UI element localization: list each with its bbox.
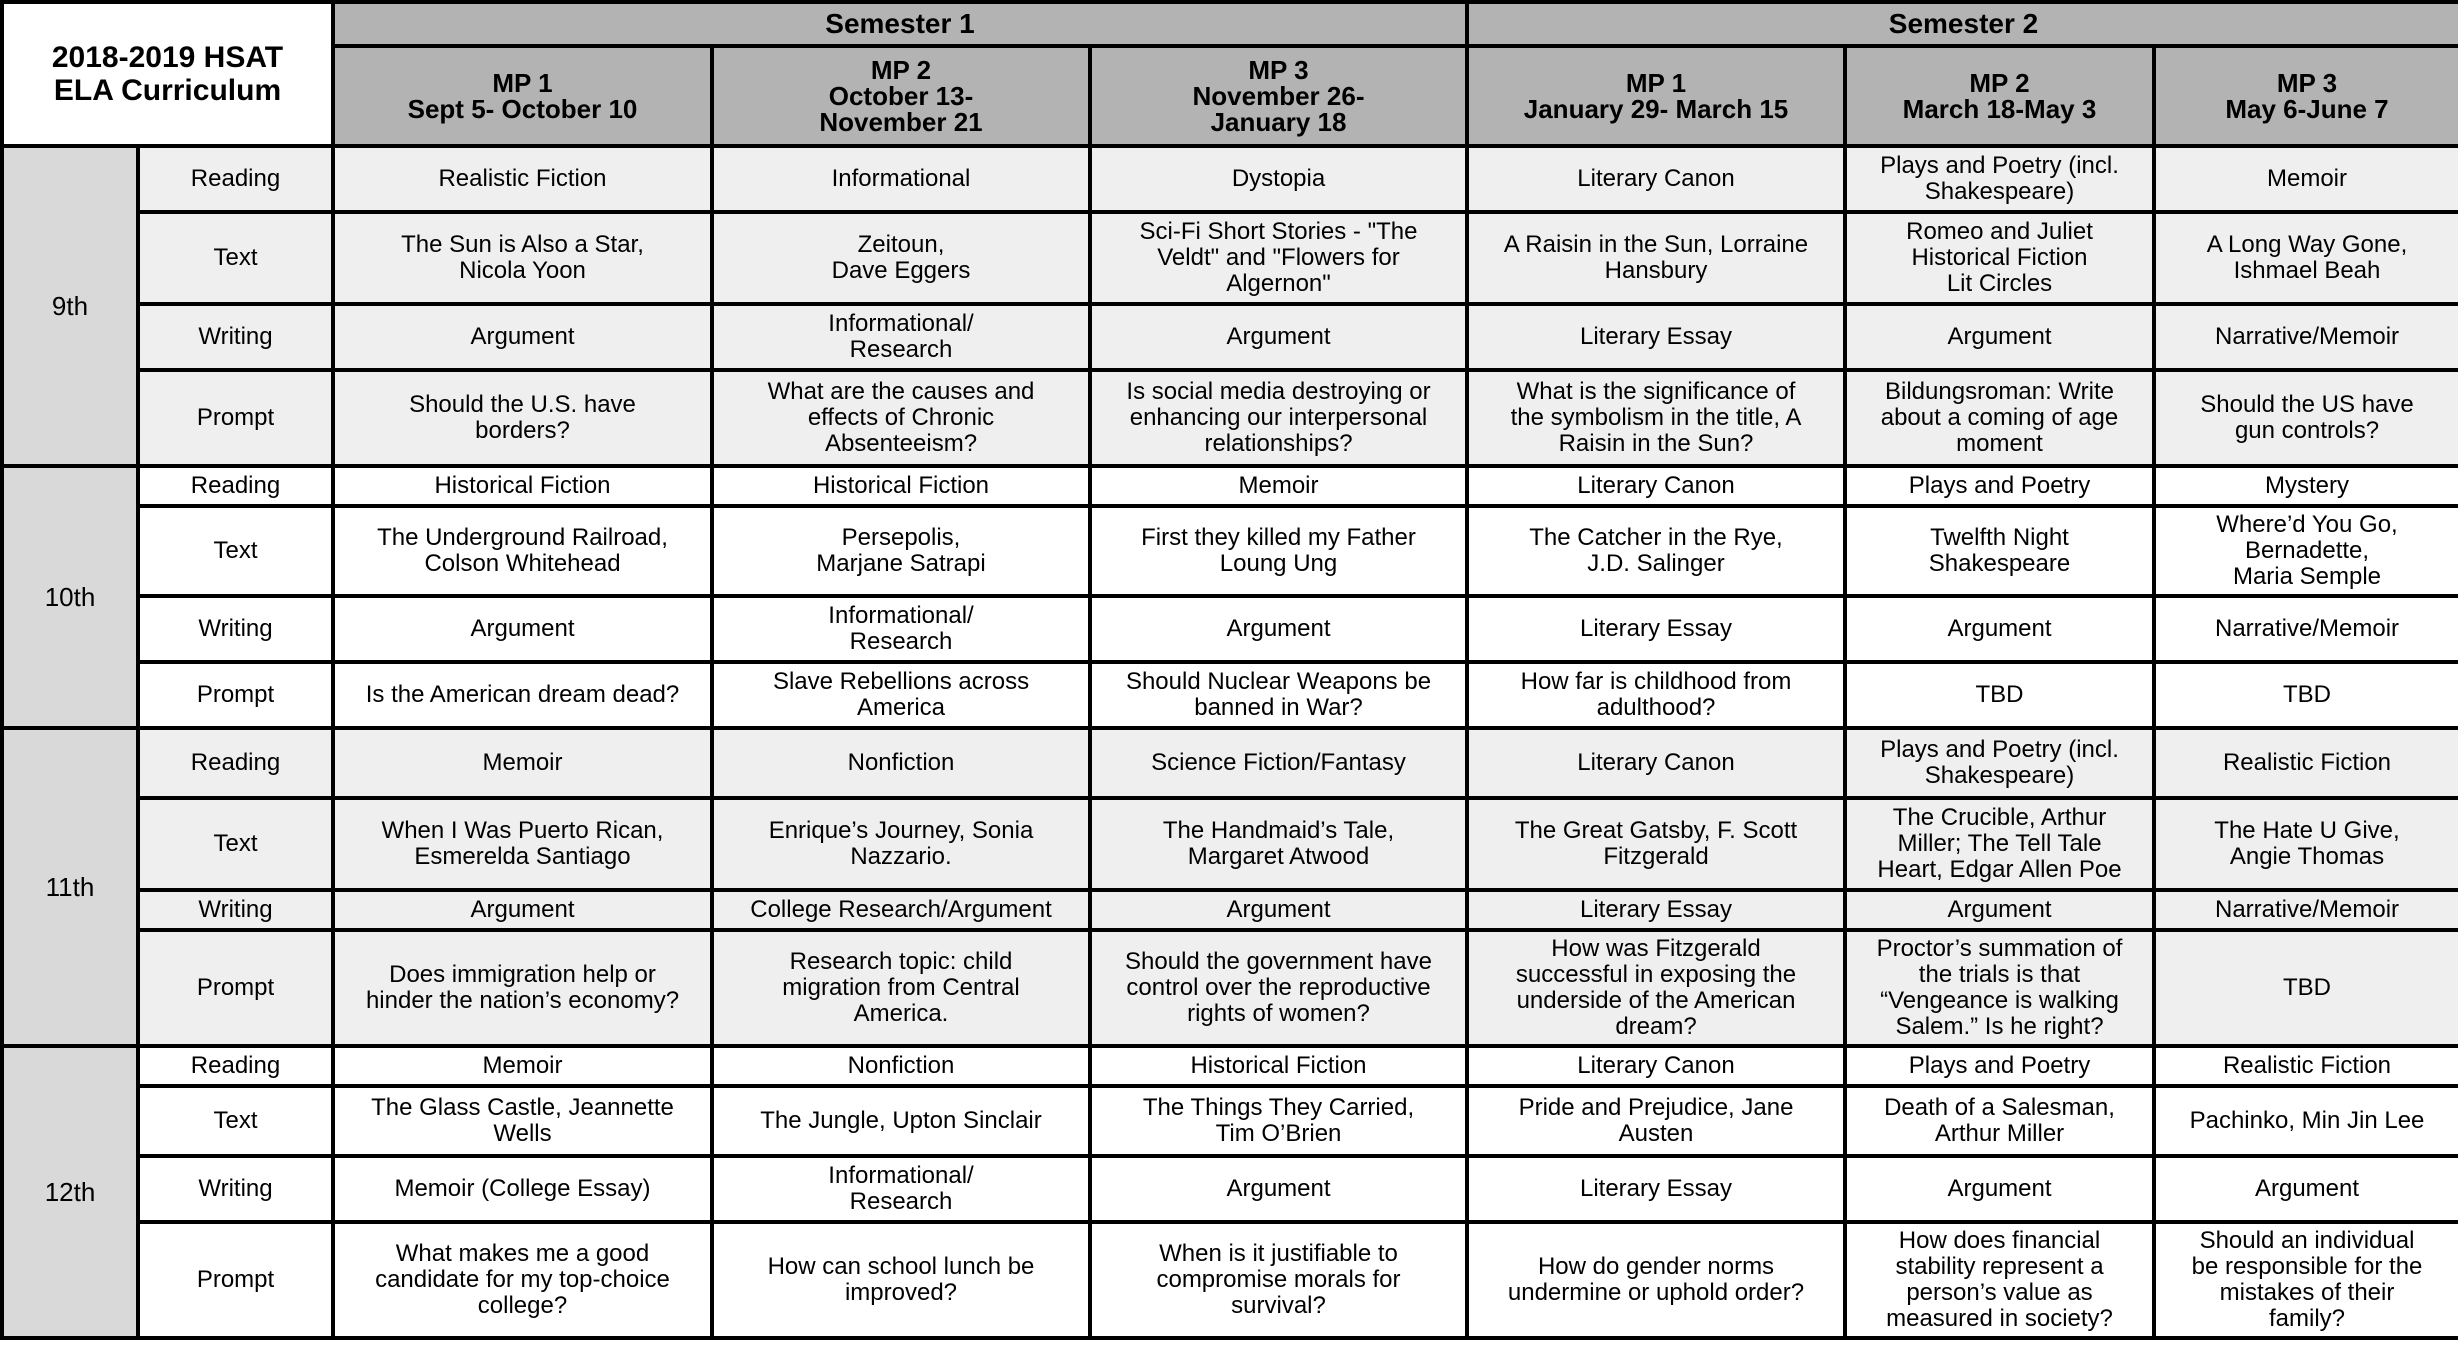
curriculum-row xyxy=(2,370,2458,466)
curriculum-cell: Memoir (College Essay) xyxy=(333,1156,712,1222)
curriculum-cell: Narrative/Memoir xyxy=(2154,596,2458,662)
curriculum-cell: The Handmaid’s Tale, Margaret Atwood xyxy=(1090,798,1467,890)
curriculum-cell: What makes me a good candidate for my top-choice college? xyxy=(333,1222,712,1338)
curriculum-cell: The Catcher in the Rye, J.D. Salinger xyxy=(1467,506,1845,596)
marking-period-header: MP 3 May 6-June 7 xyxy=(2154,46,2458,146)
curriculum-cell: TBD xyxy=(2154,930,2458,1046)
curriculum-title: 2018-2019 HSAT ELA Curriculum xyxy=(2,2,333,146)
category-label: Text xyxy=(138,506,333,596)
category-label: Prompt xyxy=(138,1222,333,1338)
curriculum-cell: Memoir xyxy=(333,1046,712,1086)
marking-period-header: MP 2 March 18-May 3 xyxy=(1845,46,2154,146)
curriculum-cell: Mystery xyxy=(2154,466,2458,506)
curriculum-cell: When I Was Puerto Rican, Esmerelda Santiago xyxy=(333,798,712,890)
category-label: Reading xyxy=(138,466,333,506)
category-label: Reading xyxy=(138,728,333,798)
curriculum-cell: Should an individual be responsible for the mistakes of their family? xyxy=(2154,1222,2458,1338)
category-label: Text xyxy=(138,1086,333,1156)
curriculum-cell: Argument xyxy=(1090,596,1467,662)
curriculum-cell: Informational/ Research xyxy=(712,1156,1090,1222)
curriculum-cell: The Jungle, Upton Sinclair xyxy=(712,1086,1090,1156)
curriculum-cell: Memoir xyxy=(1090,466,1467,506)
semester-1-header: Semester 1 xyxy=(333,2,1467,46)
curriculum-cell: Plays and Poetry xyxy=(1845,1046,2154,1086)
curriculum-row xyxy=(2,1046,2458,1086)
curriculum-cell: The Underground Railroad, Colson Whitehead xyxy=(333,506,712,596)
curriculum-cell: Literary Canon xyxy=(1467,466,1845,506)
curriculum-row xyxy=(2,1222,2458,1338)
curriculum-cell: Literary Canon xyxy=(1467,146,1845,212)
category-label: Writing xyxy=(138,304,333,370)
curriculum-cell: Informational/ Research xyxy=(712,304,1090,370)
curriculum-cell: What is the significance of the symbolism in the title, A Raisin in the Sun? xyxy=(1467,370,1845,466)
curriculum-cell: The Hate U Give, Angie Thomas xyxy=(2154,798,2458,890)
curriculum-cell: Literary Essay xyxy=(1467,304,1845,370)
curriculum-cell: Realistic Fiction xyxy=(2154,728,2458,798)
curriculum-cell: Death of a Salesman, Arthur Miller xyxy=(1845,1086,2154,1156)
curriculum-cell: Argument xyxy=(333,304,712,370)
category-label: Reading xyxy=(138,1046,333,1086)
curriculum-cell: Proctor’s summation of the trials is that “Vengeance is walking Salem.” Is he right? xyxy=(1845,930,2154,1046)
curriculum-row xyxy=(2,506,2458,596)
curriculum-cell: Argument xyxy=(1845,596,2154,662)
marking-period-header: MP 2 October 13- November 21 xyxy=(712,46,1090,146)
curriculum-cell: Enrique’s Journey, Sonia Nazzario. xyxy=(712,798,1090,890)
curriculum-cell: Romeo and Juliet Historical Fiction Lit Circles xyxy=(1845,212,2154,304)
curriculum-cell: Is the American dream dead? xyxy=(333,662,712,728)
curriculum-cell: Historical Fiction xyxy=(333,466,712,506)
curriculum-row xyxy=(2,662,2458,728)
curriculum-cell: How was Fitzgerald successful in exposing the underside of the American dream? xyxy=(1467,930,1845,1046)
curriculum-cell: Sci-Fi Short Stories - "The Veldt" and "Flowers for Algernon" xyxy=(1090,212,1467,304)
curriculum-cell: Plays and Poetry (incl. Shakespeare) xyxy=(1845,728,2154,798)
curriculum-cell: Historical Fiction xyxy=(712,466,1090,506)
category-label: Prompt xyxy=(138,662,333,728)
curriculum-cell: Where’d You Go, Bernadette, Maria Semple xyxy=(2154,506,2458,596)
marking-period-header: MP 3 November 26- January 18 xyxy=(1090,46,1467,146)
curriculum-cell: A Long Way Gone, Ishmael Beah xyxy=(2154,212,2458,304)
curriculum-cell: Zeitoun, Dave Eggers xyxy=(712,212,1090,304)
curriculum-cell: Argument xyxy=(333,596,712,662)
marking-period-header: MP 1 Sept 5- October 10 xyxy=(333,46,712,146)
curriculum-cell: Realistic Fiction xyxy=(2154,1046,2458,1086)
curriculum-cell: How does financial stability represent a person’s value as measured in society? xyxy=(1845,1222,2154,1338)
curriculum-cell: Pride and Prejudice, Jane Austen xyxy=(1467,1086,1845,1156)
curriculum-row xyxy=(2,798,2458,890)
curriculum-cell: Argument xyxy=(333,890,712,930)
curriculum-cell: Should the government have control over the reproductive rights of women? xyxy=(1090,930,1467,1046)
curriculum-row xyxy=(2,1086,2458,1156)
curriculum-cell: Informational xyxy=(712,146,1090,212)
curriculum-cell: Is social media destroying or enhancing our interpersonal relationships? xyxy=(1090,370,1467,466)
curriculum-cell: Literary Essay xyxy=(1467,1156,1845,1222)
curriculum-cell: Literary Essay xyxy=(1467,890,1845,930)
curriculum-cell: The Sun is Also a Star, Nicola Yoon xyxy=(333,212,712,304)
curriculum-cell: Slave Rebellions across America xyxy=(712,662,1090,728)
category-label: Prompt xyxy=(138,370,333,466)
curriculum-cell: Bildungsroman: Write about a coming of age moment xyxy=(1845,370,2154,466)
category-label: Writing xyxy=(138,1156,333,1222)
curriculum-cell: The Great Gatsby, F. Scott Fitzgerald xyxy=(1467,798,1845,890)
curriculum-row xyxy=(2,596,2458,662)
curriculum-cell: Plays and Poetry xyxy=(1845,466,2154,506)
curriculum-cell: A Raisin in the Sun, Lorraine Hansbury xyxy=(1467,212,1845,304)
curriculum-cell: Literary Canon xyxy=(1467,1046,1845,1086)
curriculum-cell: Argument xyxy=(1845,890,2154,930)
curriculum-cell: Narrative/Memoir xyxy=(2154,304,2458,370)
curriculum-cell: How far is childhood from adulthood? xyxy=(1467,662,1845,728)
curriculum-cell: The Things They Carried, Tim O’Brien xyxy=(1090,1086,1467,1156)
curriculum-cell: Literary Essay xyxy=(1467,596,1845,662)
grade-label: 9th xyxy=(2,146,138,466)
curriculum-cell: Plays and Poetry (incl. Shakespeare) xyxy=(1845,146,2154,212)
curriculum-cell: First they killed my Father Loung Ung xyxy=(1090,506,1467,596)
curriculum-cell: Realistic Fiction xyxy=(333,146,712,212)
curriculum-cell: Memoir xyxy=(2154,146,2458,212)
grade-label: 10th xyxy=(2,466,138,728)
curriculum-cell: Pachinko, Min Jin Lee xyxy=(2154,1086,2458,1156)
category-label: Writing xyxy=(138,890,333,930)
curriculum-cell: Argument xyxy=(1090,1156,1467,1222)
curriculum-cell: Literary Canon xyxy=(1467,728,1845,798)
curriculum-cell: Dystopia xyxy=(1090,146,1467,212)
curriculum-row xyxy=(2,466,2458,506)
curriculum-cell: TBD xyxy=(1845,662,2154,728)
curriculum-cell: Historical Fiction xyxy=(1090,1046,1467,1086)
semester-2-header: Semester 2 xyxy=(1467,2,2458,46)
curriculum-cell: Research topic: child migration from Central America. xyxy=(712,930,1090,1046)
category-label: Writing xyxy=(138,596,333,662)
curriculum-row xyxy=(2,146,2458,212)
curriculum-cell: Nonfiction xyxy=(712,1046,1090,1086)
curriculum-cell: College Research/Argument xyxy=(712,890,1090,930)
category-label: Text xyxy=(138,798,333,890)
curriculum-body xyxy=(2,146,2458,1338)
curriculum-cell: Nonfiction xyxy=(712,728,1090,798)
curriculum-cell: Twelfth Night Shakespeare xyxy=(1845,506,2154,596)
curriculum-cell: Argument xyxy=(1090,304,1467,370)
curriculum-cell: How can school lunch be improved? xyxy=(712,1222,1090,1338)
curriculum-cell: When is it justifiable to compromise morals for survival? xyxy=(1090,1222,1467,1338)
curriculum-row xyxy=(2,1156,2458,1222)
curriculum-cell: What are the causes and effects of Chronic Absenteeism? xyxy=(712,370,1090,466)
curriculum-row xyxy=(2,930,2458,1046)
curriculum-cell: Argument xyxy=(1845,1156,2154,1222)
curriculum-cell: Should the US have gun controls? xyxy=(2154,370,2458,466)
curriculum-cell: Argument xyxy=(1090,890,1467,930)
curriculum-cell: Should Nuclear Weapons be banned in War? xyxy=(1090,662,1467,728)
category-label: Text xyxy=(138,212,333,304)
curriculum-cell: Should the U.S. have borders? xyxy=(333,370,712,466)
curriculum-cell: Does immigration help or hinder the nation’s economy? xyxy=(333,930,712,1046)
curriculum-cell: Persepolis, Marjane Satrapi xyxy=(712,506,1090,596)
curriculum-row xyxy=(2,212,2458,304)
curriculum-cell: Narrative/Memoir xyxy=(2154,890,2458,930)
curriculum-cell: The Crucible, Arthur Miller; The Tell Tale Heart, Edgar Allen Poe xyxy=(1845,798,2154,890)
curriculum-row xyxy=(2,728,2458,798)
curriculum-cell: Memoir xyxy=(333,728,712,798)
curriculum-cell: The Glass Castle, Jeannette Wells xyxy=(333,1086,712,1156)
curriculum-cell: Argument xyxy=(2154,1156,2458,1222)
marking-period-header: MP 1 January 29- March 15 xyxy=(1467,46,1845,146)
grade-label: 11th xyxy=(2,728,138,1046)
curriculum-row xyxy=(2,890,2458,930)
curriculum-cell: Argument xyxy=(1845,304,2154,370)
curriculum-cell: Informational/ Research xyxy=(712,596,1090,662)
grade-label: 12th xyxy=(2,1046,138,1338)
curriculum-cell: TBD xyxy=(2154,662,2458,728)
curriculum-row xyxy=(2,304,2458,370)
category-label: Prompt xyxy=(138,930,333,1046)
curriculum-cell: How do gender norms undermine or uphold order? xyxy=(1467,1222,1845,1338)
category-label: Reading xyxy=(138,146,333,212)
curriculum-cell: Science Fiction/Fantasy xyxy=(1090,728,1467,798)
